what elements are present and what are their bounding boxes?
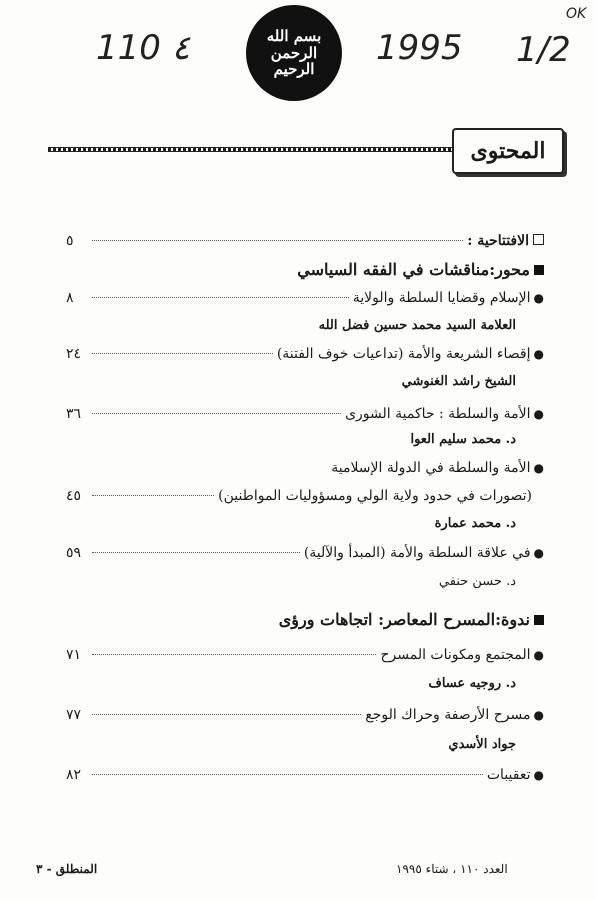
section-header xyxy=(66,610,544,629)
toc-author: د. روجيه عساف xyxy=(428,676,516,691)
section-title: المسرح المعاصر: اتجاهات ورؤى xyxy=(278,610,496,629)
section-title: مناقشات في الفقه السياسي xyxy=(297,260,490,279)
toc-page: ٧١ xyxy=(66,647,82,663)
toc-item xyxy=(66,647,544,663)
basmala-seal xyxy=(246,5,342,101)
toc-item-continued xyxy=(66,488,544,504)
handwritten-ok: OK xyxy=(566,6,587,22)
footer-journal-page: المنطلق - ٣ xyxy=(36,862,98,876)
toc-title: في علاقة السلطة والأمة (المبدأ والآلية) xyxy=(303,545,531,561)
dot-leader xyxy=(92,413,341,414)
bullet-icon: ● xyxy=(533,291,544,305)
toc-item xyxy=(66,346,544,362)
handwritten-fraction: 1/2 xyxy=(516,30,571,70)
heading-rule xyxy=(48,147,513,152)
filled-square-icon xyxy=(534,615,544,625)
dot-leader xyxy=(92,714,361,715)
filled-square-icon xyxy=(534,265,544,275)
section-label: محور: xyxy=(489,260,530,279)
toc-item xyxy=(66,707,544,723)
toc-author: د. محمد سليم العوا xyxy=(410,432,516,447)
toc-page: ٤٥ xyxy=(66,488,82,504)
toc-opening xyxy=(66,233,544,249)
bullet-icon: ● xyxy=(533,347,544,361)
toc-title: إقصاء الشريعة والأمة (تداعيات خوف الفتنة) xyxy=(276,346,531,362)
contents-heading-box xyxy=(452,128,564,174)
handwritten-issue-number: 110 ٤ xyxy=(96,28,190,68)
toc-title: الإسلام وقضايا السلطة والولاية xyxy=(352,290,531,306)
footer-issue: العدد ١١٠ ، شتاء ١٩٩٥ xyxy=(396,862,508,876)
toc-page: ٨٢ xyxy=(66,767,82,783)
dot-leader xyxy=(92,240,463,241)
toc-author: جواد الأسدي xyxy=(448,737,516,752)
toc-item xyxy=(66,460,544,476)
bullet-icon: ● xyxy=(533,461,544,475)
section-label: ندوة: xyxy=(495,610,530,629)
bullet-icon: ● xyxy=(533,546,544,560)
toc-page: ٧٧ xyxy=(66,707,82,723)
toc-subtitle: (تصورات في حدود ولاية الولي ومسؤوليات المواطنين) xyxy=(218,488,532,504)
contents-heading: المحتوى xyxy=(470,138,546,164)
dot-leader xyxy=(92,297,349,298)
toc-author: الشيخ راشد الغنوشي xyxy=(401,374,516,389)
toc-item xyxy=(66,545,544,561)
dot-leader xyxy=(92,552,300,553)
toc-page: ٣٦ xyxy=(66,406,82,422)
dot-leader xyxy=(92,654,376,655)
toc-title: مسرح الأرصفة وحراك الوجع xyxy=(365,707,531,723)
dot-leader xyxy=(92,495,214,496)
toc-author: د. حسن حنفي xyxy=(438,574,516,589)
toc-item xyxy=(66,406,544,422)
toc-title: الافتتاحية : xyxy=(467,233,529,249)
hollow-square-icon xyxy=(533,234,544,245)
toc-author: العلامة السيد محمد حسين فضل الله xyxy=(318,318,516,333)
dot-leader xyxy=(92,353,273,354)
toc-page: ٨ xyxy=(66,290,74,306)
bullet-icon: ● xyxy=(533,407,544,421)
seal-text: بسم الله الرحمن الرحيم xyxy=(266,27,322,79)
toc-page: ٥٩ xyxy=(66,545,82,561)
toc-author: د. محمد عمارة xyxy=(434,516,516,531)
toc-page: ٢٤ xyxy=(66,346,82,362)
section-header xyxy=(66,260,544,279)
toc-item xyxy=(66,290,544,306)
toc-title: الأمة والسلطة في الدولة الإسلامية xyxy=(331,460,531,476)
bullet-icon: ● xyxy=(533,648,544,662)
dot-leader xyxy=(92,774,483,775)
toc-title: تعقيبات xyxy=(486,767,531,783)
toc-item xyxy=(66,767,544,783)
toc-title: الأمة والسلطة : حاكمية الشورى xyxy=(345,406,531,422)
bullet-icon: ● xyxy=(533,708,544,722)
toc-page: ٥ xyxy=(66,233,74,249)
handwritten-year: 1995 xyxy=(376,28,463,68)
bullet-icon: ● xyxy=(533,768,544,782)
toc-title: المجتمع ومكونات المسرح xyxy=(380,647,531,663)
